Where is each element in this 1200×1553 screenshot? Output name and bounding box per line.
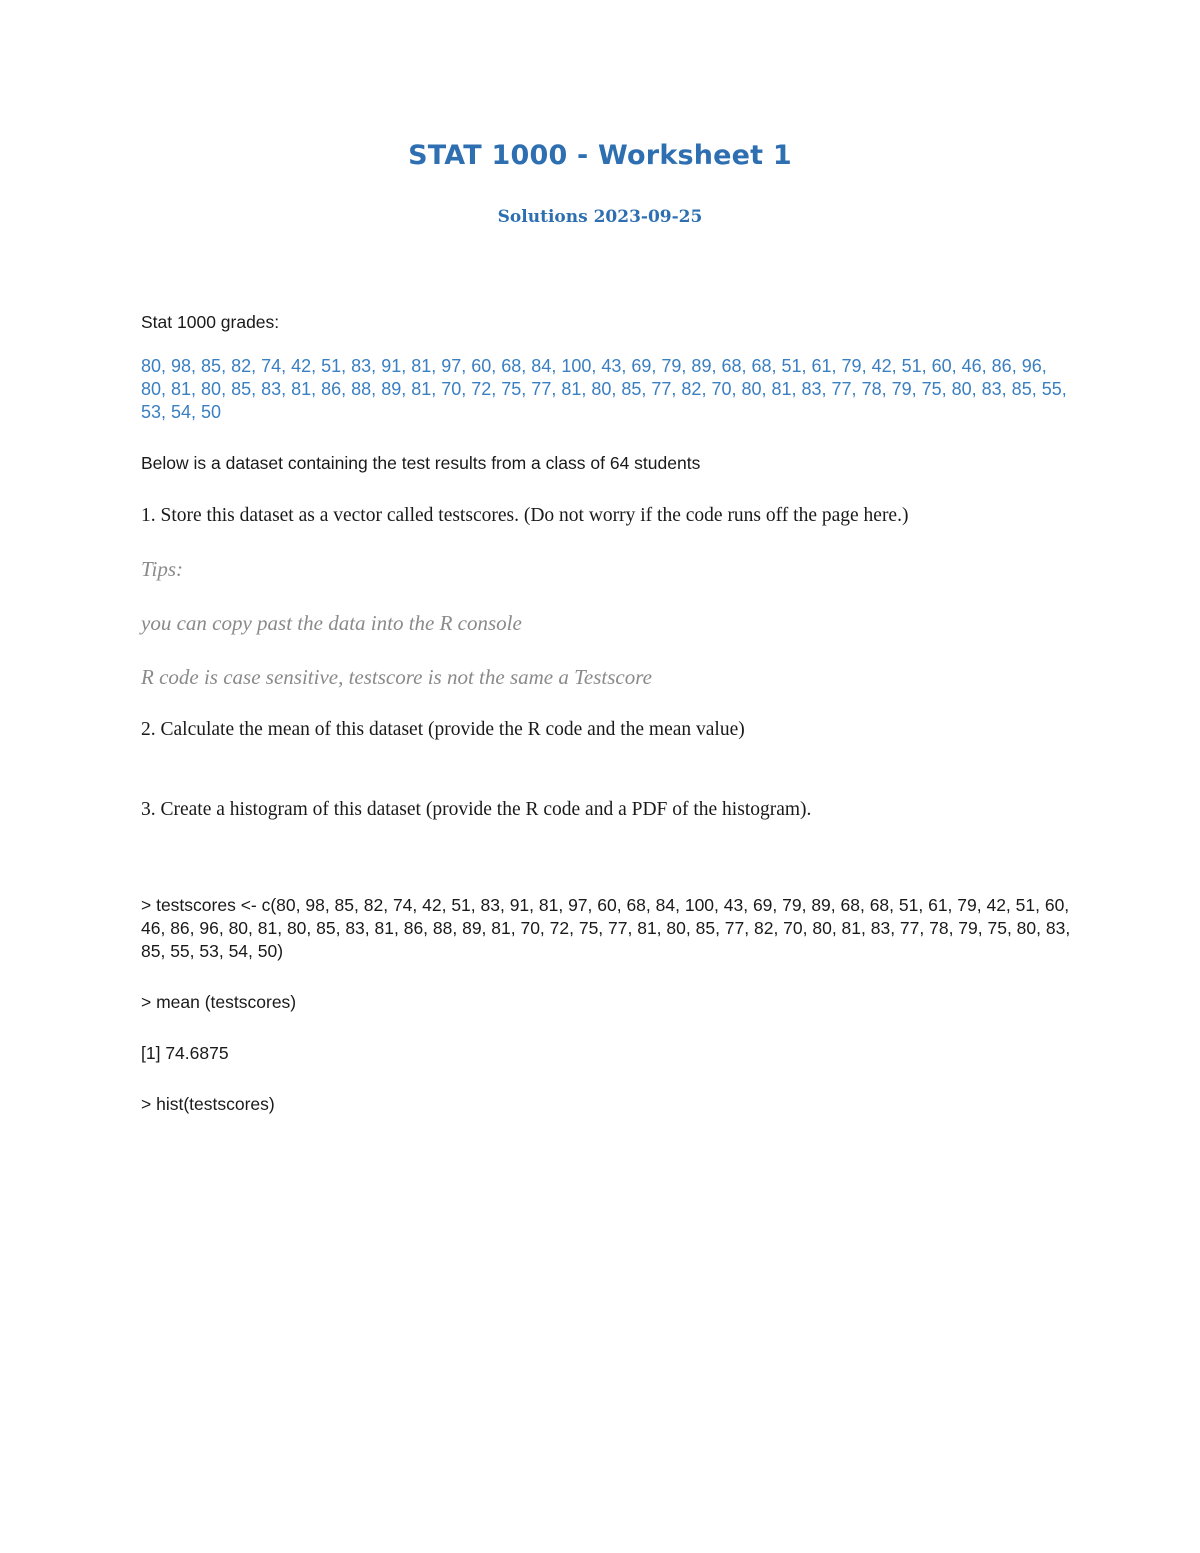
code-hist: > hist(testscores): [141, 1094, 275, 1114]
code-mean: > mean (testscores): [141, 992, 297, 1012]
document-subtitle: Solutions 2023-09-25: [497, 207, 703, 227]
question-3: 3. Create a histogram of this dataset (provide the R code and a PDF of the histogram).: [141, 799, 812, 820]
question-2: 2. Calculate the mean of this dataset (provide the R code and the mean value): [141, 719, 745, 740]
output-mean: [1] 74.6875: [141, 1043, 229, 1063]
grades-label: Stat 1000 grades:: [141, 312, 280, 332]
document-title: STAT 1000 - Worksheet 1: [408, 140, 792, 171]
question-1: 1. Store this dataset as a vector called testscores. (Do not worry if the code runs off the page here.): [141, 505, 909, 526]
grades-values: 80, 98, 85, 82, 74, 42, 51, 83, 91, 81, 97, 60, 68, 84, 100, 43, 69, 79, 89, 68, 68, 51, 61, 79, 42, 51, 60, 46, 86, 96, 80, 81, 80, 85, 83, 81, 86, 88, 89, 81, 70, 72, 75, 77, 81, 80, 85, 77, 82, 70, 80, 81, 83, 77, 78, 79, 75, 80, 83, 85, 55, 53, 54, 50: [141, 356, 1067, 422]
tips-heading: Tips:: [141, 557, 184, 581]
tip-copy-paste: you can copy past the data into the R console: [141, 611, 522, 635]
code-assign-testscores: > testscores <- c(80, 98, 85, 82, 74, 42, 51, 83, 91, 81, 97, 60, 68, 84, 100, 43, 69, 79, 89, 68, 68, 51, 61, 79, 42, 51, 60, 46, 86, 96, 80, 81, 80, 85, 83, 81, 86, 88, 89, 81, 70, 72, 75, 77, 81, 80, 85, 77, 82, 70, 80, 81, 83, 77, 78, 79, 75, 80, 83, 85, 55, 53, 54, 50): [141, 895, 1071, 961]
intro-text: Below is a dataset containing the test results from a class of 64 students: [141, 453, 701, 473]
document-body: [141, 312, 1071, 1116]
tip-case-sensitive: R code is case sensitive, testscore is not the same a Testscore: [141, 665, 652, 689]
